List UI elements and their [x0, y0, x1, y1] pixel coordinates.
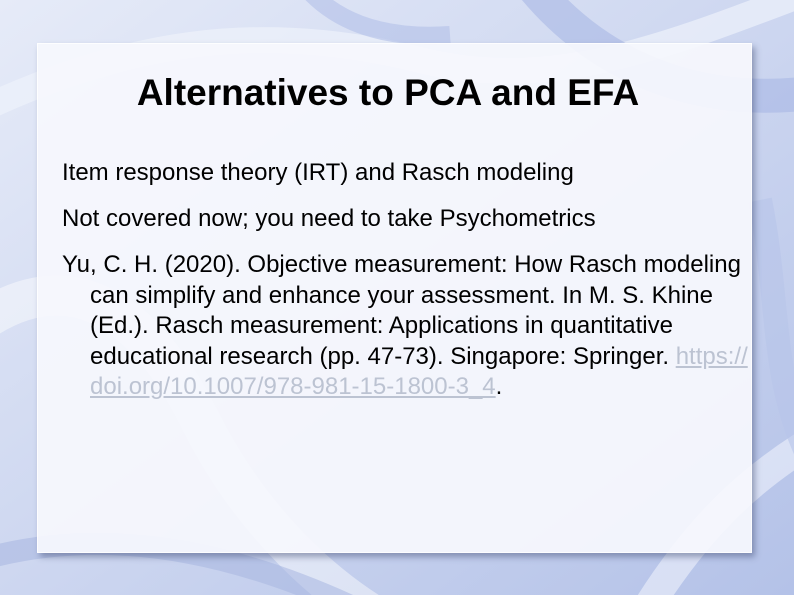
bullet-irt: Item response theory (IRT) and Rasch modeling [62, 159, 574, 186]
bullet-not-covered: Not covered now; you need to take Psychometrics [62, 205, 596, 232]
doi-link[interactable]: https://doi.org/10.1007/978-981-15-1800-3_4 [90, 342, 748, 400]
citation-paragraph [62, 250, 750, 403]
citation-text: Yu, C. H. (2020). Objective measurement: How Rasch modeling can simplify and enhance your assessment. In M. S. Khine (Ed.). Rasch measurement: Applications in quantitative educational research (pp. 47-73). Singapore: Springer. [62, 251, 741, 370]
slide-title: Alternatives to PCA and EFA [136, 72, 640, 113]
citation-end-punct: . [495, 373, 503, 400]
